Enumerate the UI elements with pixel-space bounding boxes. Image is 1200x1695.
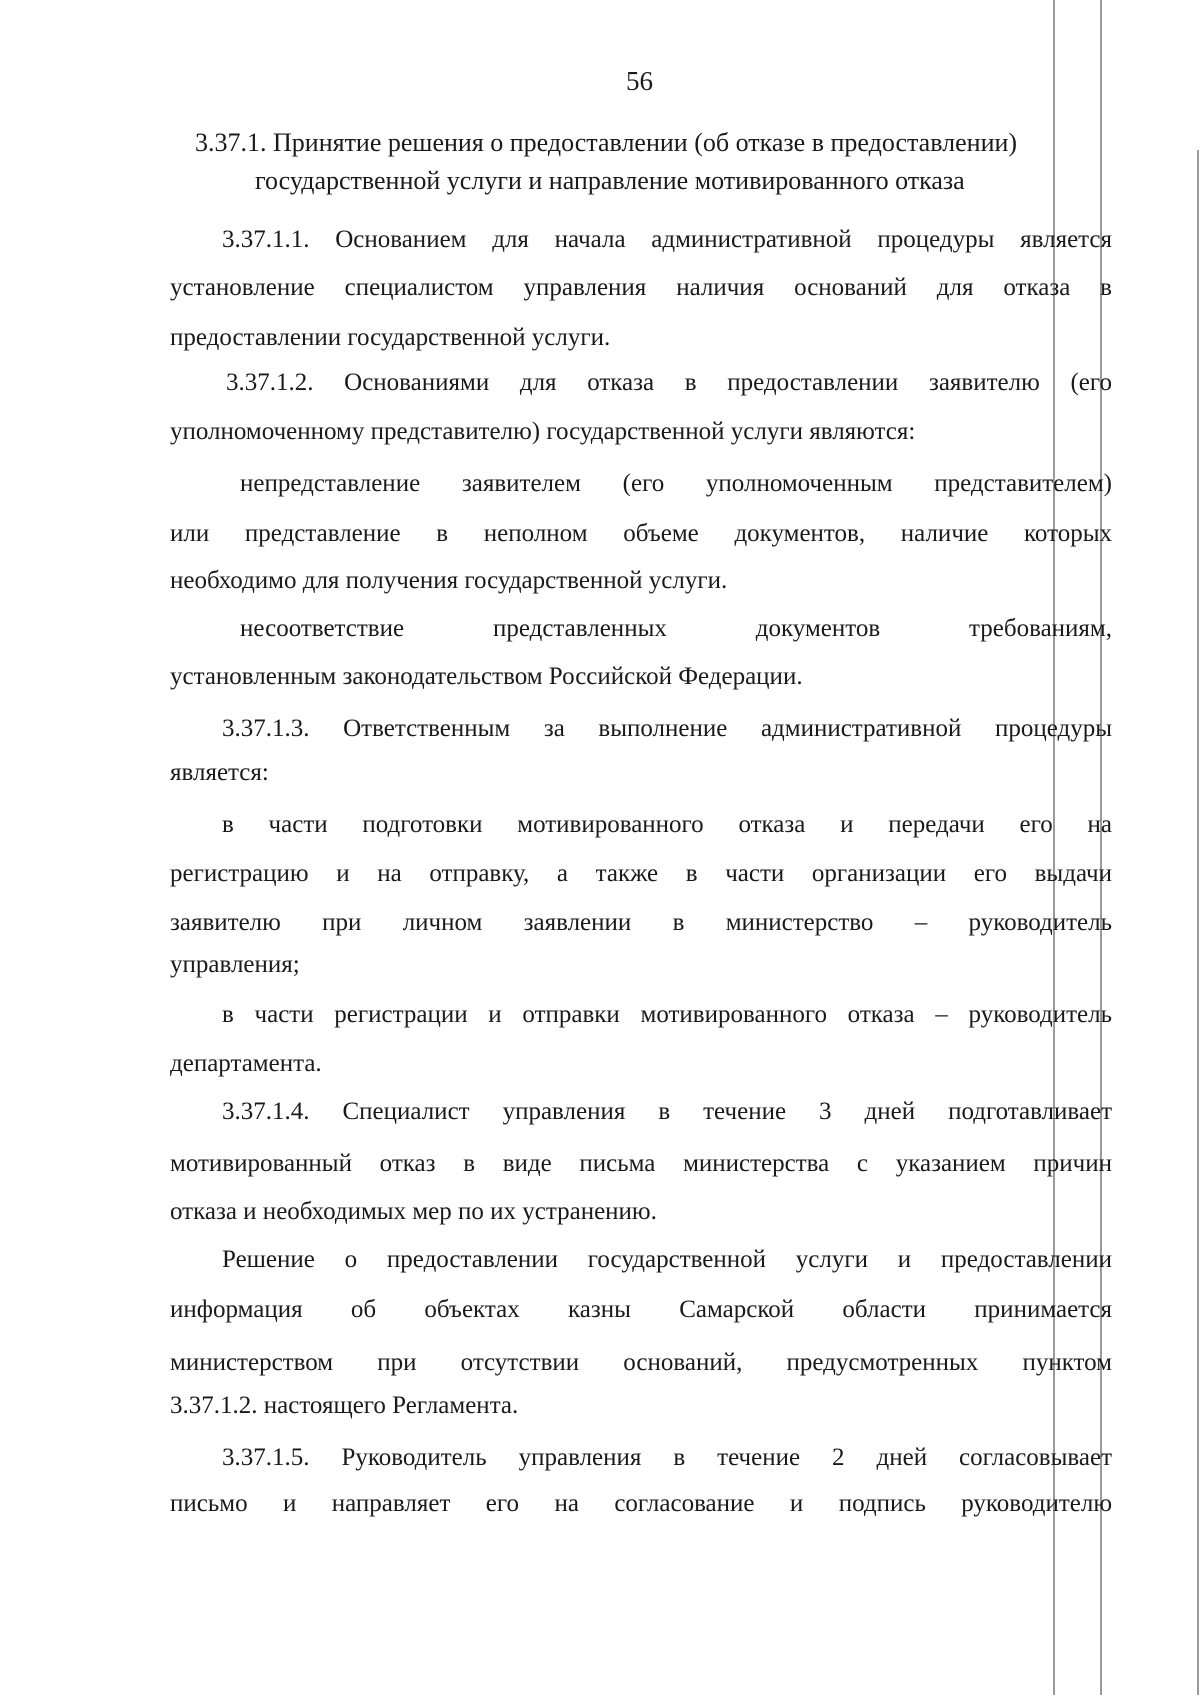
paragraph-line: информация об объектах казны Самарской области принимается xyxy=(170,1296,1112,1323)
paragraph-line: предоставлении государственной услуги. xyxy=(170,324,611,351)
page-number: 56 xyxy=(626,66,653,96)
scan-line xyxy=(1197,150,1199,1695)
paragraph-line: или представление в неполном объеме документов, наличие которых xyxy=(170,520,1112,547)
paragraph-line: управления; xyxy=(170,951,300,978)
paragraph-line: 3.37.1.1. Основанием для начала административной процедуры является xyxy=(222,226,1112,253)
paragraph-line: является: xyxy=(170,759,269,786)
paragraph-line: в части регистрации и отправки мотивированного отказа – руководитель xyxy=(222,1001,1112,1028)
paragraph-line: письмо и направляет его на согласование и подпись руководителю xyxy=(170,1490,1112,1517)
paragraph-line: необходимо для получения государственной услуги. xyxy=(170,567,728,594)
paragraph-line: министерством при отсутствии оснований, предусмотренных пунктом xyxy=(170,1349,1112,1376)
section-heading: 3.37.1. Принятие решения о предоставлении (об отказе в предоставлении) xyxy=(195,128,1018,157)
paragraph-line: 3.37.1.2. настоящего Регламента. xyxy=(170,1392,519,1419)
paragraph-line: департамента. xyxy=(170,1050,322,1077)
paragraph-line: отказа и необходимых мер по их устранению. xyxy=(170,1198,657,1225)
paragraph-line: установленным законодательством Российской Федерации. xyxy=(170,663,803,690)
paragraph-line: 3.37.1.2. Основаниями для отказа в предоставлении заявителю (его xyxy=(226,369,1112,396)
paragraph-line: уполномоченному представителю) государственной услуги являются: xyxy=(170,418,916,445)
paragraph-line: несоответствие представленных документов требованиям, xyxy=(240,615,1112,642)
section-heading: государственной услуги и направление мотивированного отказа xyxy=(255,166,965,195)
paragraph-line: 3.37.1.4. Специалист управления в течение 3 дней подготавливает xyxy=(222,1098,1112,1125)
paragraph-line: в части подготовки мотивированного отказа и передачи его на xyxy=(222,811,1112,838)
paragraph-line: Решение о предоставлении государственной услуги и предоставлении xyxy=(222,1246,1112,1273)
paragraph-line: заявителю при личном заявлении в министерство – руководитель xyxy=(170,909,1112,936)
paragraph-line: установление специалистом управления наличия оснований для отказа в xyxy=(170,274,1112,301)
paragraph-line: регистрацию и на отправку, а также в части организации его выдачи xyxy=(170,860,1112,887)
paragraph-line: 3.37.1.3. Ответственным за выполнение административной процедуры xyxy=(222,715,1112,742)
paragraph-line: мотивированный отказ в виде письма министерства с указанием причин xyxy=(170,1150,1112,1177)
paragraph-line: непредставление заявителем (его уполномоченным представителем) xyxy=(240,470,1112,497)
paragraph-line: 3.37.1.5. Руководитель управления в течение 2 дней согласовывает xyxy=(222,1444,1112,1471)
